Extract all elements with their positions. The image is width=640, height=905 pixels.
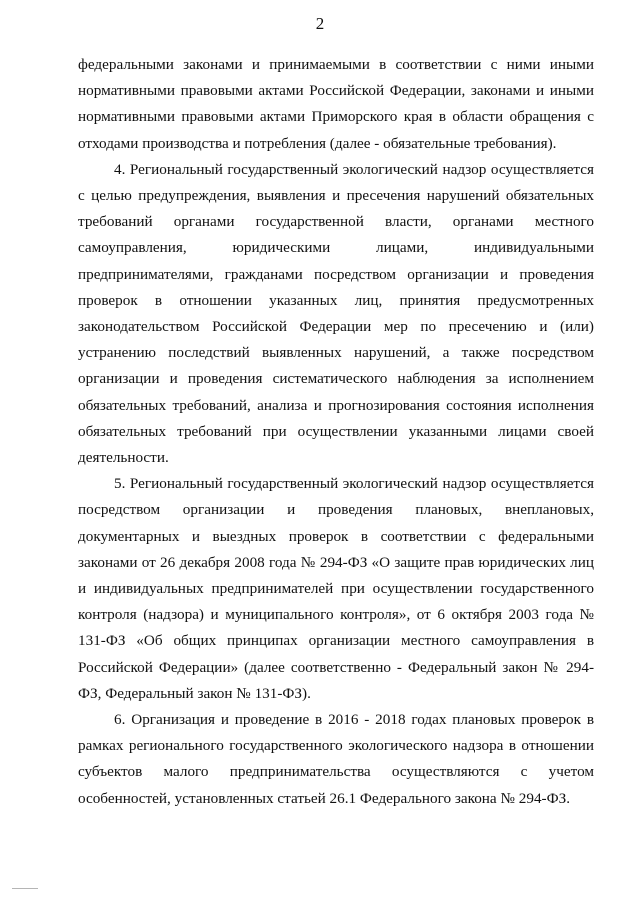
footer-mark [12,888,38,889]
document-body [78,52,594,812]
paragraph-item-6: 6. Организация и проведение в 2016 - 2018 годах плановых проверок в рамках регионального государственного экологического надзора в отношении субъектов малого предпринимательства осуществляются с учетом особенностей, установленных статьей 26.1 Федерального закона № 294-ФЗ. [78,711,594,807]
page-number: 2 [315,14,325,33]
paragraph-item-4: 4. Региональный государственный экологический надзор осуществляется с целью предупреждения, выявления и пресечения нарушений обязательных требований органами государственной власти, органами местного самоуправления, юридическими лицами, индивидуальными предпринимателями, гражданами посредством организации и проведения проверок в отношении указанных лиц, принятия предусмотренных законодательством Российской Федерации мер по пресечению и (или) устранению последствий выявленных нарушений, а также посредством организации и проведения систематического наблюдения за исполнением обязательных требований, анализа и прогнозирования состояния исполнения обязательных требований при осуществлении указанными лицами своей деятельности. [78,160,594,467]
paragraph-item-5: 5. Региональный государственный экологический надзор осуществляется посредством организации и проведения плановых, внеплановых, документарных и выездных проверок в соответствии с федеральными законами от 26 декабря 2008 года № 294-ФЗ «О защите прав юридических лиц и индивидуальных предпринимателей при осуществлении государственного контроля (надзора) и муниципального контроля», от 6 октября 2003 года № 131-ФЗ «Об общих принципах организации местного самоуправления в Российской Федерации» (далее соответственно - Федеральный закон № 294-ФЗ, Федеральный закон № 131-ФЗ). [78,475,594,702]
paragraph-continuation: федеральными законами и принимаемыми в соответствии с ними иными нормативными правовыми актами Российской Федерации, законами и иными нормативными правовыми актами Приморского края в области обращения с отходами производства и потребления (далее - обязательные требования). [78,56,594,152]
